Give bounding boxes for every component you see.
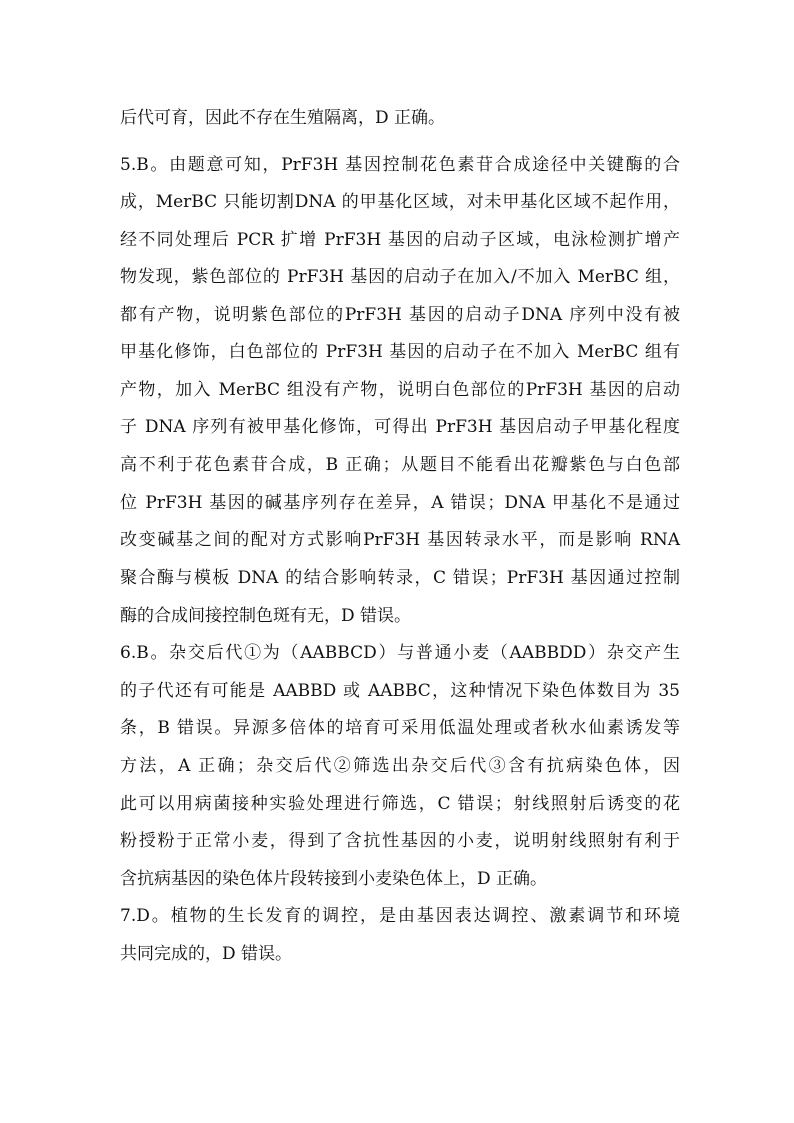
- text-line: 甲基化修饰，白色部位的 PrF3H 基因的启动子在不加入 MerBC 组有: [120, 342, 680, 362]
- text-line: 改变碱基之间的配对方式影响PrF3H 基因转录水平，而是影响 RNA: [120, 530, 680, 550]
- text-line: 成，MerBC 只能切割DNA 的甲基化区域，对未甲基化区域不起作用，: [120, 192, 680, 212]
- text-line: 粉授粉于正常小麦，得到了含抗性基因的小麦，说明射线照射有利于: [120, 831, 680, 851]
- text-line: 聚合酶与模板 DNA 的结合影响转录，C 错误；PrF3H 基因通过控制: [120, 568, 680, 588]
- text-line: 经不同处理后 PCR 扩增 PrF3H 基因的启动子区域，电泳检测扩增产: [120, 230, 680, 250]
- text-line: 位 PrF3H 基因的碱基序列存在差异，A 错误；DNA 甲基化不是通过: [120, 493, 680, 513]
- text-line: 此可以用病菌接种实验处理进行筛选，C 错误；射线照射后诱变的花: [120, 794, 680, 814]
- text-line: 物发现，紫色部位的 PrF3H 基因的启动子在加入/不加入 MerBC 组，: [120, 267, 680, 287]
- text-line: 都有产物，说明紫色部位的PrF3H 基因的启动子DNA 序列中没有被: [120, 305, 680, 325]
- text-line: 高不利于花色素苷合成，B 正确；从题目不能看出花瓣紫色与白色部: [120, 455, 680, 475]
- text-line: 子 DNA 序列有被甲基化修饰，可得出 PrF3H 基因启动子甲基化程度: [120, 417, 680, 437]
- text-line: 7.D。植物的生长发育的调控，是由基因表达调控、激素调节和环境: [120, 906, 680, 926]
- text-line: 含抗病基因的染色体片段转接到小麦染色体上，D 正确。: [120, 869, 548, 889]
- text-line: 酶的合成间接控制色斑有无，D 错误。: [120, 606, 412, 626]
- text-line: 产物，加入 MerBC 组没有产物，说明白色部位的PrF3H 基因的启动: [120, 380, 680, 400]
- text-line: 条，B 错误。异源多倍体的培育可采用低温处理或者秋水仙素诱发等: [120, 718, 680, 738]
- text-line: 方法，A 正确；杂交后代②筛选出杂交后代③含有抗病染色体，因: [120, 756, 680, 776]
- text-line: 6.B。杂交后代①为（AABBCD）与普通小麦（AABBDD）杂交产生: [120, 643, 680, 663]
- text-line: 共同完成的，D 错误。: [120, 944, 293, 964]
- text-line: 的子代还有可能是 AABBD 或 AABBC，这种情况下染色体数目为 35: [120, 681, 680, 701]
- text-line: 后代可育，因此不存在生殖隔离，D 正确。: [120, 108, 446, 128]
- text-line: 5.B。由题意可知，PrF3H 基因控制花色素苷合成途径中关键酶的合: [120, 155, 680, 175]
